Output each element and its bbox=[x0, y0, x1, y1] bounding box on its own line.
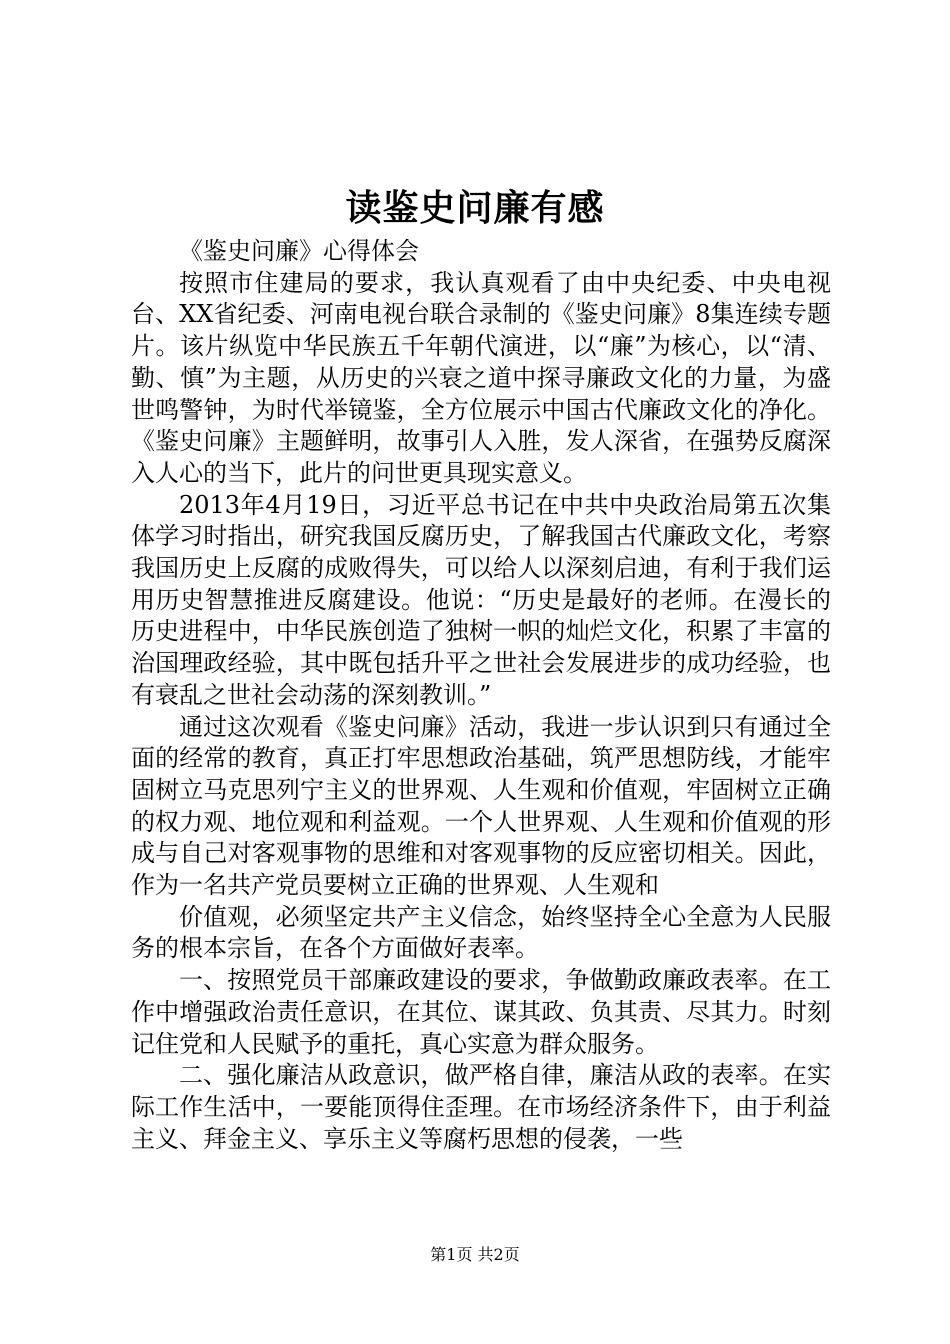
paragraph: 价值观，必须坚定共产主义信念，始终坚持全心全意为人民服务的根本宗旨，在各个方面做好表率。 bbox=[131, 902, 831, 963]
paragraph: 《鉴史问廉》心得体会 bbox=[179, 237, 419, 265]
page-footer: 第1页 共2页 bbox=[430, 1245, 520, 1264]
document-body bbox=[131, 236, 831, 1155]
paragraph: 一、按照党员干部廉政建设的要求，争做勤政廉政表率。在工作中增强政治责任意识，在其位、谋其政、负其责、尽其力。时刻记住党和人民赋予的重托，真心实意为群众服务。 bbox=[131, 966, 831, 1058]
paragraph: 2013年4月19日，习近平总书记在中共中央政治局第五次集体学习时指出，研究我国反腐历史，了解我国古代廉政文化，考察我国历史上反腐的成败得失，可以给人以深刻启迪，有利于我们运用历史智慧推进反腐建设。他说：“历史是最好的老师。在漫长的历史进程中，中华民族创造了独树一帜的灿烂文化，积累了丰富的治国理政经验，其中既包括升平之世社会发展进步的成功经验，也有衰乱之世社会动荡的深刻教训。” bbox=[131, 490, 831, 709]
paragraph: 二、强化廉洁从政意识，做严格自律，廉洁从政的表率。在实际工作生活中，一要能顶得住歪理。在市场经济条件下，由于利益主义、拜金主义、享乐主义等腐朽思想的侵袭，一些 bbox=[131, 1061, 831, 1153]
paragraph: 按照市住建局的要求，我认真观看了由中央纪委、中央电视台、XX省纪委、河南电视台联合录制的《鉴史问廉》8集连续专题片。该片纵览中华民族五千年朝代演进，以“廉”为核心，以“清、勤、慎”为主题，从历史的兴衰之道中探寻廉政文化的力量，为盛世鸣警钟，为时代举镜鉴，全方位展示中国古代廉政文化的净化。《鉴史问廉》主题鲜明，故事引人入胜，发人深省，在强势反腐深入人心的当下，此片的问世更具现实意义。 bbox=[131, 268, 831, 487]
paragraph: 通过这次观看《鉴史问廉》活动，我进一步认识到只有通过全面的经常的教育，真正打牢思想政治基础，筑严思想防线，才能牢固树立马克思列宁主义的世界观、人生观和价值观，牢固树立正确的权力观、地位观和利益观。一个人世界观、人生观和价值观的形成与自己对客观事物的思维和对客观事物的反应密切相关。因此，作为一名共产党员要树立正确的世界观、人生观和 bbox=[131, 712, 831, 900]
document-title: 读鉴史问廉有感 bbox=[345, 187, 605, 229]
